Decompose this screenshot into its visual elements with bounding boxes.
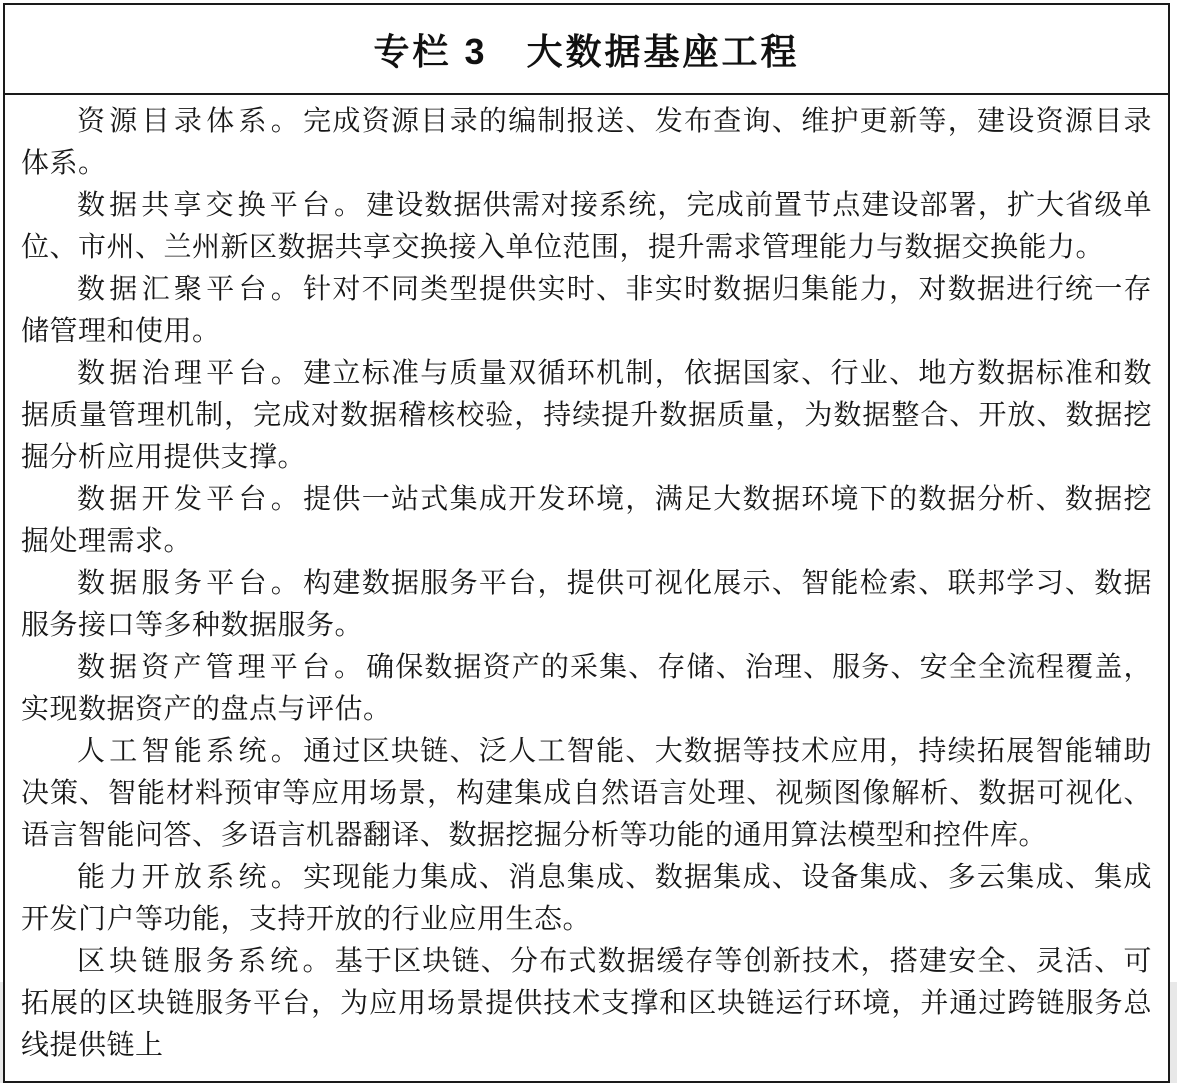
paragraph-text: 构建数据服务平台，提供可视化展示、智能检索、联邦学习、数据服务接口等多种数据服务。	[21, 568, 1152, 641]
paragraph-text: 建设数据供需对接系统，完成前置节点建设部署，扩大省级单位、市州、兰州新区数据共享交换接入单位范围，提升需求管理能力与数据交换能力。	[21, 190, 1152, 263]
panel-body	[5, 95, 1168, 1067]
paragraph-text: 针对不同类型提供实时、非实时数据归集能力，对数据进行统一存储管理和使用。	[21, 274, 1152, 347]
paragraph-text: 提供一站式集成开发环境，满足大数据环境下的数据分析、数据挖掘处理需求。	[21, 484, 1152, 557]
paragraph-text: 通过区块链、泛人工智能、大数据等技术应用，持续拓展智能辅助决策、智能材料预审等应用场景，构建集成自然语言处理、视频图像解析、数据可视化、语言智能问答、多语言机器翻译、数据挖掘分析等功能的通用算法模型和控件库。	[21, 736, 1152, 851]
paragraph-data-service	[21, 563, 1152, 647]
paragraph-data-aggregation	[21, 269, 1152, 353]
paragraph-lead: 数据治理平台。	[77, 358, 304, 389]
paragraph-text: 确保数据资产的采集、存储、治理、服务、安全全流程覆盖，实现数据资产的盘点与评估。	[21, 652, 1152, 725]
paragraph-lead: 能力开放系统。	[77, 862, 304, 893]
panel-title: 专栏 3 大数据基座工程	[5, 5, 1168, 95]
paragraph-data-development	[21, 479, 1152, 563]
paragraph-data-governance	[21, 353, 1152, 479]
paragraph-resource-catalog	[21, 101, 1152, 185]
paragraph-lead: 区块链服务系统。	[77, 946, 335, 977]
paragraph-lead: 数据汇聚平台。	[77, 274, 304, 305]
paragraph-text: 基于区块链、分布式数据缓存等创新技术，搭建安全、灵活、可拓展的区块链服务平台，为应用场景提供技术支撑和区块链运行环境，并通过跨链服务总线提供链上	[21, 946, 1152, 1061]
paragraph-text: 建立标准与质量双循环机制，依据国家、行业、地方数据标准和数据质量管理机制，完成对数据稽核校验，持续提升数据质量，为数据整合、开放、数据挖掘分析应用提供支撑。	[21, 358, 1152, 473]
paragraph-lead: 资源目录体系。	[77, 106, 304, 137]
paragraph-text: 实现能力集成、消息集成、数据集成、设备集成、多云集成、集成开发门户等功能，支持开放的行业应用生态。	[21, 862, 1152, 935]
paragraph-capability-open-system	[21, 857, 1152, 941]
paragraph-text: 完成资源目录的编制报送、发布查询、维护更新等，建设资源目录体系。	[21, 106, 1152, 179]
panel-box	[3, 3, 1170, 1083]
paragraph-lead: 人工智能系统。	[77, 736, 304, 767]
paragraph-blockchain-service-system	[21, 941, 1152, 1067]
paragraph-lead: 数据开发平台。	[77, 484, 304, 515]
paragraph-lead: 数据资产管理平台。	[77, 652, 367, 683]
paragraph-lead: 数据服务平台。	[77, 568, 304, 599]
paragraph-data-asset-management	[21, 647, 1152, 731]
paragraph-ai-system	[21, 731, 1152, 857]
paragraph-data-sharing-exchange	[21, 185, 1152, 269]
paragraph-lead: 数据共享交换平台。	[77, 190, 367, 221]
